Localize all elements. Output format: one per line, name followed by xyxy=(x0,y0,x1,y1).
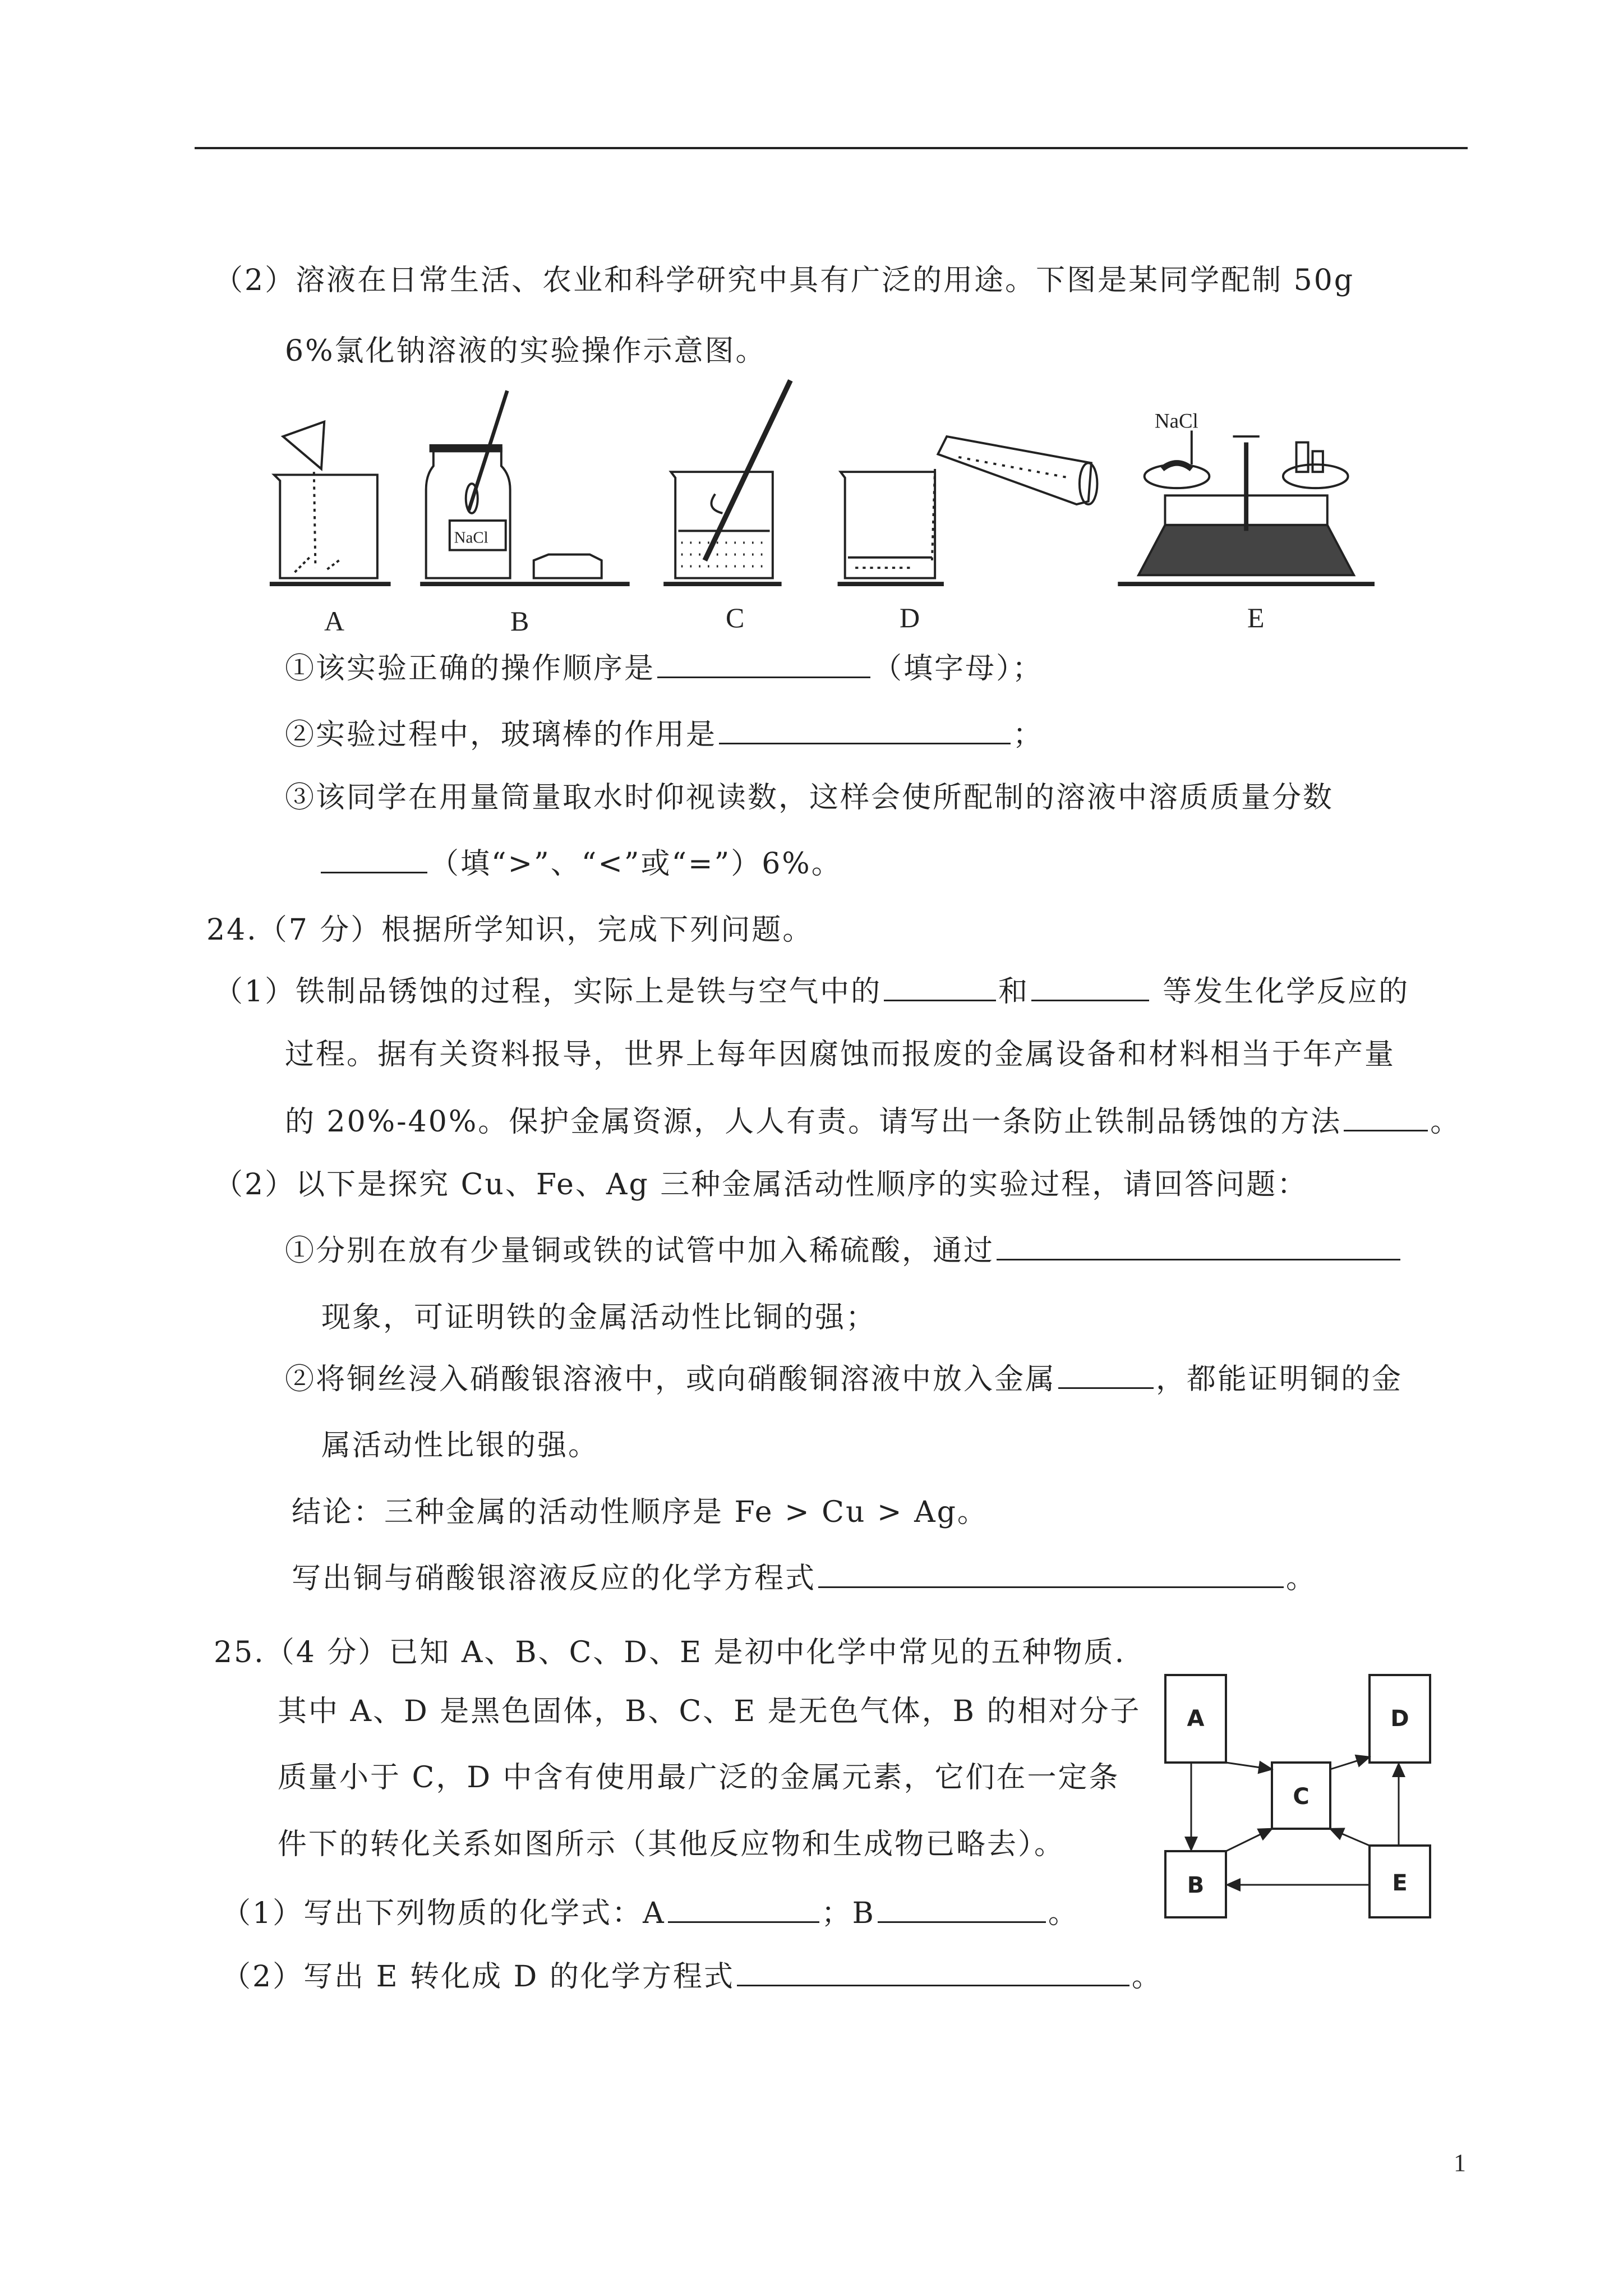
answer-blank-compare[interactable] xyxy=(321,847,427,873)
q24-title: 24.（7 分）根据所学知识，完成下列问题。 xyxy=(206,913,814,947)
q24-equation-end: 。 xyxy=(1286,1562,1317,1595)
figure-label-a: A xyxy=(324,605,345,637)
header-rule xyxy=(195,147,1468,149)
figure-label-d: D xyxy=(900,602,920,633)
q24-p1-line1 xyxy=(214,974,1409,1010)
figure-label-e: E xyxy=(1247,602,1265,633)
answer-blank-phenomenon[interactable] xyxy=(997,1234,1400,1260)
q23-intro-line2: 6%氯化钠溶液的实验操作示意图。 xyxy=(285,334,767,368)
q24-p2-s2-text-a: ②将铜丝浸入硝酸银溶液中，或向硝酸铜溶液中放入金属 xyxy=(285,1363,1057,1396)
experiment-figure xyxy=(265,369,1386,605)
answer-blank-metal[interactable] xyxy=(1058,1363,1154,1389)
q24-p1-text-f: 。 xyxy=(1430,1105,1461,1139)
q25-sub1-text-a: （1）写出下列物质的化学式：A xyxy=(222,1897,666,1930)
q24-equation xyxy=(292,1561,1317,1596)
q23-sub3-hint: （填“>”、“<”或“=”）6%。 xyxy=(430,847,842,881)
q24-p1-text-c: 等发生化学反应的 xyxy=(1163,975,1410,1009)
q23-sub1 xyxy=(285,651,1043,687)
figure-b-bottle xyxy=(420,391,629,585)
node-e-label: E xyxy=(1392,1870,1408,1896)
node-d-label: D xyxy=(1390,1706,1409,1732)
q24-conclusion: 结论：三种金属的活动性顺序是 Fe > Cu > Ag。 xyxy=(292,1496,988,1529)
q24-p2-s1 xyxy=(285,1233,1403,1269)
q25-line1: 25.（4 分）已知 A、B、C、D、E 是初中化学中常见的五种物质. xyxy=(214,1636,1126,1669)
q24-p1-text-e: 的 20%-40%。保护金属资源，人人有责。请写出一条防止铁制品锈蚀的方法 xyxy=(285,1105,1342,1139)
arrow-b-to-c xyxy=(1226,1829,1272,1851)
q25-line3: 质量小于 C，D 中含有使用最广泛的金属元素，它们在一定条 xyxy=(278,1761,1120,1795)
answer-blank-equation-cu-agno3[interactable] xyxy=(818,1562,1284,1588)
q25-sub1-text-c: 。 xyxy=(1048,1897,1079,1930)
figure-c-stirring xyxy=(663,380,790,584)
q23-sub1-text: ①该实验正确的操作顺序是 xyxy=(285,652,656,685)
q25-sub2 xyxy=(222,1959,1163,1995)
q24-p2-s2-cont: 属活动性比银的强。 xyxy=(321,1429,600,1462)
q25-sub1-text-b: ；B xyxy=(821,1897,875,1930)
q25-line4: 件下的转化关系如图所示（其他反应物和生成物已略去）。 xyxy=(278,1828,1066,1861)
q24-p2-title: （2）以下是探究 Cu、Fe、Ag 三种金属活动性顺序的实验过程，请回答问题： xyxy=(214,1168,1308,1202)
answer-blank-rust-method[interactable] xyxy=(1344,1105,1428,1131)
node-c-label: C xyxy=(1293,1784,1310,1810)
q23-sub2 xyxy=(285,717,1044,753)
q24-p2-s2-text-b: ，都能证明铜的金 xyxy=(1156,1363,1403,1396)
q23-sub2-end: ； xyxy=(1013,718,1044,752)
q24-p1-line3 xyxy=(285,1104,1461,1140)
q24-p1-text-b: 和 xyxy=(998,975,1030,1009)
answer-blank-formula-b[interactable] xyxy=(878,1897,1046,1923)
q23-sub3: ③该同学在用量筒量取水时仰视读数，这样会使所配制的溶液中溶质质量分数 xyxy=(285,781,1334,815)
q25-sub2-text: （2）写出 E 转化成 D 的化学方程式 xyxy=(222,1960,735,1994)
q24-p1-line2: 过程。据有关资料报导，世界上每年因腐蚀而报废的金属设备和材料相当于年产量 xyxy=(285,1038,1396,1071)
q24-p2-s2 xyxy=(285,1361,1403,1397)
q25-sub1 xyxy=(222,1895,1079,1931)
answer-blank-air-1[interactable] xyxy=(884,975,996,1001)
q23-sub1-hint: （填字母）； xyxy=(873,652,1044,685)
bottle-nacl-label: NaCl xyxy=(454,528,488,547)
figure-label-b: B xyxy=(510,605,529,637)
arrow-a-to-c xyxy=(1226,1763,1272,1769)
q25-sub2-end: 。 xyxy=(1131,1960,1163,1994)
arrow-e-to-c xyxy=(1330,1829,1370,1846)
q24-p2-s1-cont: 现象，可证明铁的金属活动性比铜的强； xyxy=(321,1301,877,1335)
page-number: 1 xyxy=(1454,2149,1466,2177)
node-a-label: A xyxy=(1187,1706,1205,1732)
answer-blank-formula-a[interactable] xyxy=(668,1897,819,1923)
figure-d-pouring-water xyxy=(838,436,1098,584)
figure-a-beaker-pouring xyxy=(270,422,391,584)
node-b-label: B xyxy=(1187,1872,1205,1898)
q23-sub3-cont xyxy=(319,846,842,882)
answer-blank-rod-role[interactable] xyxy=(719,718,1011,744)
q24-p1-text-a: （1）铁制品锈蚀的过程，实际上是铁与空气中的 xyxy=(214,975,882,1009)
arrow-c-to-d xyxy=(1330,1757,1370,1769)
answer-blank-air-2[interactable] xyxy=(1031,975,1149,1001)
q23-sub2-text: ②实验过程中，玻璃棒的作用是 xyxy=(285,718,717,752)
q25-line2: 其中 A、D 是黑色固体，B、C、E 是无色气体，B 的相对分子 xyxy=(278,1695,1141,1728)
figure-e-balance xyxy=(1118,409,1375,584)
answer-blank-equation-e-to-d[interactable] xyxy=(737,1960,1129,1986)
q23-intro-line1: （2）溶液在日常生活、农业和科学研究中具有广泛的用途。下图是某同学配制 50g xyxy=(214,264,1355,297)
figure-label-c: C xyxy=(726,602,745,633)
answer-blank-order[interactable] xyxy=(657,652,870,678)
q24-p2-s1-text: ①分别在放有少量铜或铁的试管中加入稀硫酸，通过 xyxy=(285,1234,995,1268)
q24-equation-text: 写出铜与硝酸银溶液反应的化学方程式 xyxy=(292,1562,817,1595)
conversion-diagram xyxy=(1158,1667,1438,1925)
balance-nacl-label: NaCl xyxy=(1155,409,1198,432)
